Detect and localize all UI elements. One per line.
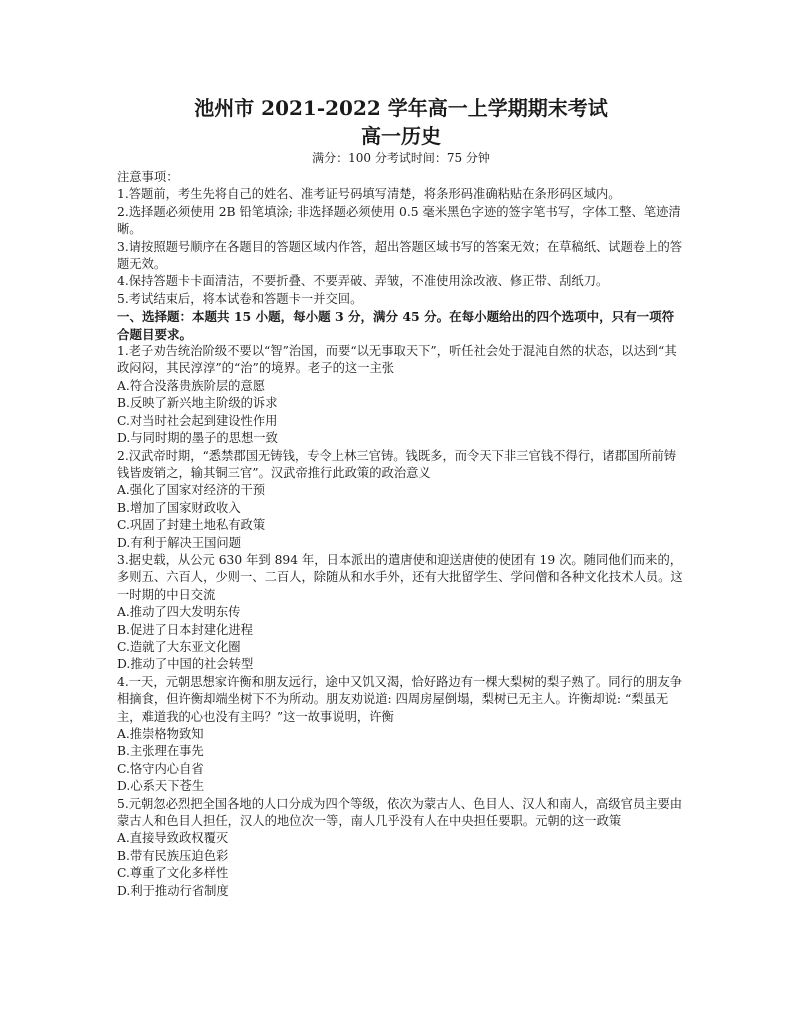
option-c: C.造就了大东亚文化圈 [117, 639, 241, 654]
option-c: C.对当时社会起到建设性作用 [117, 413, 278, 428]
question-5 [117, 796, 685, 900]
option-b: B.促进了日本封建化进程 [117, 622, 253, 637]
option-d: D.与同时期的墨子的思想一致 [117, 431, 278, 446]
exam-content [117, 95, 685, 900]
notice-heading: 注意事项： [117, 170, 179, 184]
option-c: C.恪守内心自省 [117, 761, 204, 776]
option-d: D.心系天下苍生 [117, 779, 205, 794]
option-c: C.巩固了封建土地私有政策 [117, 518, 266, 533]
option-a: A.直接导致政权覆灭 [117, 831, 229, 846]
question-stem: 3.据史载，从公元 630 年到 894 年，日本派出的遣唐使和迎送唐使的使团有 19 次。随同他们而来的，多则五、六百人，少则一、二百人，除随从和水手外，还有大批留学生、学问僧和各种文化技术人员。这一时期的中日交流 [117, 552, 683, 602]
notice-item: 2.选择题必须使用 2B 铅笔填涂; 非选择题必须使用 0.5 毫米黑色字迹的签字笔书写，字体工整、笔迹清晰。 [117, 204, 681, 237]
question-2 [117, 448, 685, 552]
option-b: B.反映了新兴地主阶级的诉求 [117, 396, 278, 411]
question-stem: 5.元朝忽必烈把全国各地的人口分成为四个等级，依次为蒙古人、色目人、汉人和南人，高级官员主要由蒙古人和色目人担任，汉人的地位次一等，南人几乎没有人在中央担任要职。元朝的这一政策 [117, 796, 683, 829]
option-b: B.主张理在事先 [117, 744, 204, 759]
score-time-info: 满分：100 分考试时间：75 分钟 [312, 151, 490, 165]
option-b: B.带有民族压迫色彩 [117, 848, 229, 863]
exam-title: 池州市 2021-2022 学年高一上学期期末考试 [194, 96, 608, 120]
option-a: A.推动了四大发明东传 [117, 605, 241, 620]
exam-subtitle: 高一历史 [361, 124, 441, 148]
notice-item: 4.保持答题卡卡面清洁，不要折叠、不要弄破、弄皱，不准使用涂改液、修正带、刮纸刀。 [117, 274, 609, 289]
notice-item: 1.答题前，考生先将自己的姓名、准考证号码填写清楚，将条形码准确粘贴在条形码区域内。 [117, 187, 621, 202]
option-d: D.推动了中国的社会转型 [117, 657, 254, 672]
option-a: A.符合没落贵族阶层的意愿 [117, 378, 266, 393]
option-a: A.强化了国家对经济的干预 [117, 483, 266, 498]
option-d: D.有利于解决王国问题 [117, 535, 242, 550]
question-stem: 2.汉武帝时期，“悉禁郡国无铸钱，专令上林三官铸。钱既多，而令天下非三官钱不得行，诸郡国所前铸钱皆废销之，输其铜三官”。汉武帝推行此政策的政治意义 [117, 448, 677, 480]
question-stem: 1.老子劝告统治阶级不要以“智”治国，而要“以无事取天下”，听任社会处于混沌自然的状态，以达到“其政闷闷，其民淳淳”的“治”的境界。老子的这一主张 [117, 344, 677, 376]
question-3 [117, 552, 685, 674]
question-4 [117, 674, 685, 796]
option-b: B.增加了国家财政收入 [117, 500, 241, 515]
question-1 [117, 343, 685, 447]
notice-item: 5.考试结束后，将本试卷和答题卡一并交回。 [117, 291, 363, 306]
question-stem: 4.一天，元朝思想家许衡和朋友远行，途中又饥又渴，恰好路边有一棵大梨树的梨子熟了。同行的朋友争相摘食，但许衡却端坐树下不为所动。朋友劝说道: 四周房屋倒塌，梨树已无主人。许衡却说: “梨虽无主，难道我的心也没有主吗？”这一故事说明，许衡 [117, 674, 683, 724]
option-c: C.尊重了文化多样性 [117, 866, 229, 881]
option-d: D.利于推动行省制度 [117, 883, 229, 898]
option-a: A.推崇格物致知 [117, 727, 204, 741]
notice-item: 3.请按照题号顺序在各题目的答题区域内作答，超出答题区域书写的答案无效；在草稿纸、试题卷上的答题无效。 [117, 239, 683, 272]
section-heading: 一、选择题：本题共 15 小题，每小题 3 分，满分 45 分。在每小题给出的四个选项中，只有一项符合题目要求。 [117, 309, 675, 342]
